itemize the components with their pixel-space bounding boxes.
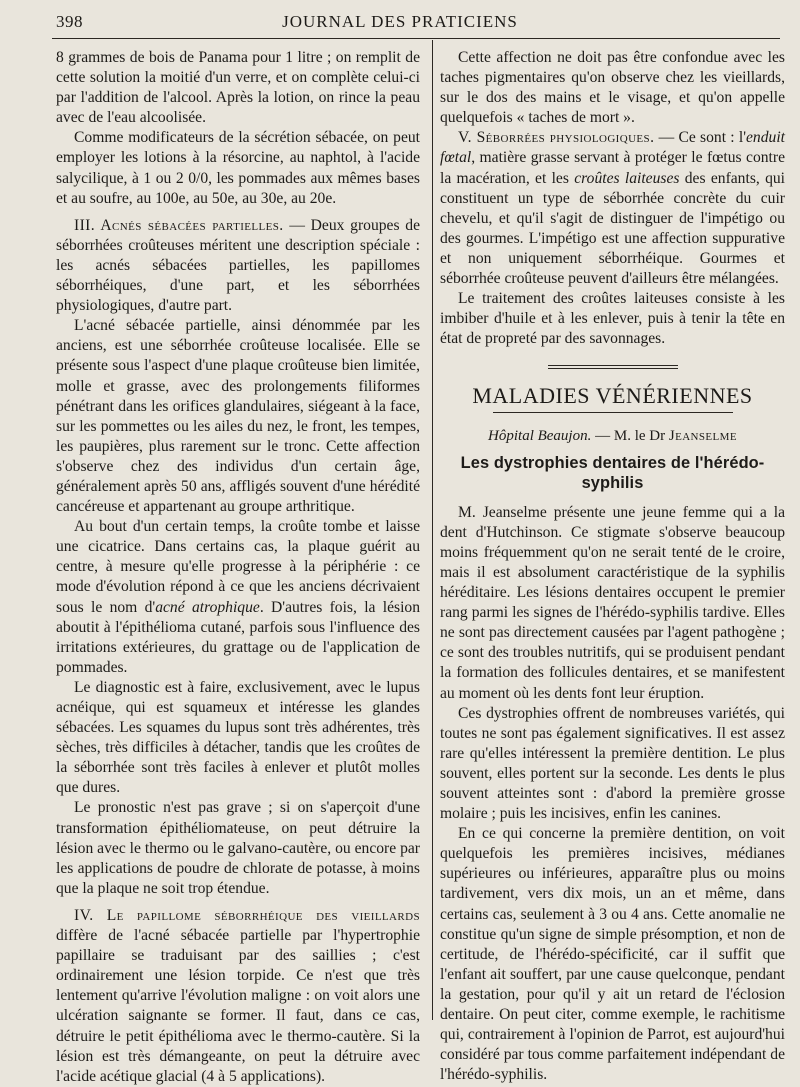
paragraph-text: . D'autres fois, la lésion aboutit à l'épithélioma cutané, parfois sous l'influence des irritations extérieures, du grattage ou de l'application de pommades. — [56, 598, 420, 676]
italic-term: croûtes laiteuses — [574, 169, 680, 187]
right-column — [440, 48, 785, 1085]
paragraph-text: , matière grasse servant à protéger le fœtus contre la macération, et les — [440, 149, 785, 187]
hospital-separator: — M. le Dr — [591, 428, 669, 445]
italic-term: enduit fœtal — [440, 129, 785, 167]
page-header — [0, 8, 800, 34]
section-separator — [548, 365, 678, 369]
paragraph: Comme modificateurs de la sécrétion sébacée, on peut employer les lotions à la résorcine, au naphtol, à l'acide salycilique, à 1 ou 2 0/0, les pommades aux mêmes bases et au soufre, au 100e, au 50e, au 30e, au 20e. — [56, 129, 420, 207]
section-heading-iv: IV. Le papillome séborrhéique des vieillards — [74, 906, 420, 924]
paragraph-text: — Ce sont : l' — [654, 129, 747, 147]
paragraph: L'acné sébacée partielle, ainsi dénommée par les anciens, est une séborrhée croûteuse localisée. Elle se présente sous l'aspect d'une plaque croûteuse bien limitée, molle et grasse, avec des prolongements filiformes pénétrant dans les orifices glandulaires, siégeant à la face, sur les pommettes ou les ailes du nez, le front, les tempes, les paupières, plus rarement sur le tronc. Cette affection s'observe chez des individus d'un certain âge, généralement après 50 ans, affligés souvent d'une hérédité cancéreuse et appartenant au groupe arthritique. — [56, 317, 420, 516]
hospital-name: Hôpital Beaujon. — [488, 428, 592, 445]
section-title: MALADIES VÉNÉRIENNES — [472, 383, 753, 409]
article-title: Les dystrophies dentaires de l'hérédo-syphilis — [460, 453, 765, 492]
section-paragraph-v — [440, 128, 785, 289]
section-paragraph-iv — [56, 906, 420, 1087]
paragraph: Le pronostic n'est pas grave ; si on s'aperçoit d'une transformation épithéliomateuse, on peut détruire la lésion avec le thermo ou le galvano-cautère, ou encore par les applications de poudre de chlorate de potasse, à moins que la plaque ne soit trop étendue. — [56, 799, 420, 897]
paragraph — [56, 517, 420, 678]
paragraph: Le traitement des croûtes laiteuses consiste à les imbiber d'huile et à les enlever, puis à tenir la tête en état de propreté par des savonnages. — [440, 290, 785, 348]
paragraph-text: des enfants, qui constituent un type de séborrhée concrète du cuir chevelu, et qu'il s'agit de distinguer de l'impétigo ou des gourmes. L'impétigo est une affection suppurative et non uniquement séborrhéique. Gourmes et séborrhée croûteuse peuvent d'ailleurs être mélangées. — [440, 169, 786, 288]
header-rule — [52, 38, 780, 39]
section-paragraph-iii — [56, 216, 420, 316]
paragraph: Cette affection ne doit pas être confondue avec les taches pigmentaires qu'on observe chez les vieillards, sur le dos des mains et le visage, et qu'on appelle quelquefois « taches de mort ». — [440, 49, 785, 127]
paragraph: Le diagnostic est à faire, exclusivement, avec le lupus acnéique, qui est squameux et intéresse les glandes sébacées. Les squames du lupus sont très adhérentes, très sèches, très difficiles à détacher, tandis que les croûtes de la séborrhée sont très faciles à enlever et plutôt molles que dures. — [56, 678, 420, 797]
section-heading-v: V. Séborrées physiologiques. — [458, 129, 655, 147]
left-column — [56, 48, 420, 1087]
italic-term: acné atrophique — [155, 598, 260, 616]
page-number: 398 — [56, 12, 83, 31]
paragraph-text: diffère de l'acné sébacée partielle par l'hypertrophie papillaire se traduisant par des saillies ; c'est ordinairement une lésion torpide. Ce n'est que très lentement qu'arrive l'évolution maligne : on voit alors une ulcération saignante se former. Il faut, dans ce cas, détruire le petit épithélioma avec le thermo-cautère. Si la lésion est très démangeante, on peut la détruire avec l'acide acétique glacial (4 à 5 applications). — [56, 927, 420, 1085]
doctor-name: Jeanselme — [668, 428, 737, 445]
section-title-underline — [493, 412, 733, 413]
paragraph: En ce qui concerne la première dentition, on voit quelquefois les premières incisives, médianes supérieures ou inférieures, apparaître plus ou moins tardivement, vers dix mois, un an et même, dans certains cas, seulement à 3 ou 4 ans. Cette anomalie ne constitue qu'un signe de simple présomption, et non de certitude, de l'hérédo-spécificité, car il suffit que l'enfant ait souffert, par une cause quelconque, pendant la gestation, pour qu'il y ait un retard de l'éclosion dentaire. On peut citer, comme exemple, le rachitisme qui, contrairement à l'opinion de Parrot, est aujourd'hui considéré par tous comme parfaitement indépendant de l'hérédo-syphilis. — [440, 825, 785, 1084]
running-title: JOURNAL DES PRATICIENS — [282, 12, 518, 31]
paragraph-text: Au bout d'un certain temps, la croûte tombe et laisse une cicatrice. Dans certains cas, la plaque guérit au centre, à mesure qu'elle progresse à la périphérie : ce mode d'évolution répond à ce que les anciens décrivaient sous le nom d' — [56, 518, 420, 616]
column-divider — [432, 40, 433, 1020]
hospital-line — [440, 426, 785, 446]
paragraph-text: — Deux groupes de séborrhées croûteuses méritent une description spéciale : les acnés sébacées partielles, les papillomes séborrhéiques, d'une part, et les séborrhées physiologiques, d'autre part. — [56, 216, 420, 315]
paragraph: Ces dystrophies offrent de nombreuses variétés, qui toutes ne sont pas également significatives. Il est assez rare qu'elles intéressent la première dentition. Le plus souvent, elles portent sur la seconde. Les dents le plus souvent atteintes sont : d'abord la première grosse molaire ; puis les incisives, enfin les canines. — [440, 704, 785, 823]
paragraph: 8 grammes de bois de Panama pour 1 litre ; on remplit de cette solution la moitié d'un verre, et on complète celui-ci par l'addition de l'alcool. Après la lotion, on rince la peau avec de l'eau alcoolisée. — [56, 49, 420, 127]
paragraph: M. Jeanselme présente une jeune femme qui a la dent d'Hutchinson. Ce stigmate s'observe beaucoup moins fréquemment qu'on ne serait tenté de le croire, mais il est absolument caractéristique de la syphilis héréditaire. Les lésions dentaires occupent le premier rang parmi les signes de l'hérédo-syphilis tardive. Elles ne sont pas directement causées par l'agent pathogène ; ce sont des troubles nutritifs, qui se produisent pendant la formation des follicules dentaires, et se manifestent au moment où les dents font leur éruption. — [440, 503, 785, 702]
section-heading-iii: III. Acnés sébacées partielles. — [74, 216, 284, 234]
